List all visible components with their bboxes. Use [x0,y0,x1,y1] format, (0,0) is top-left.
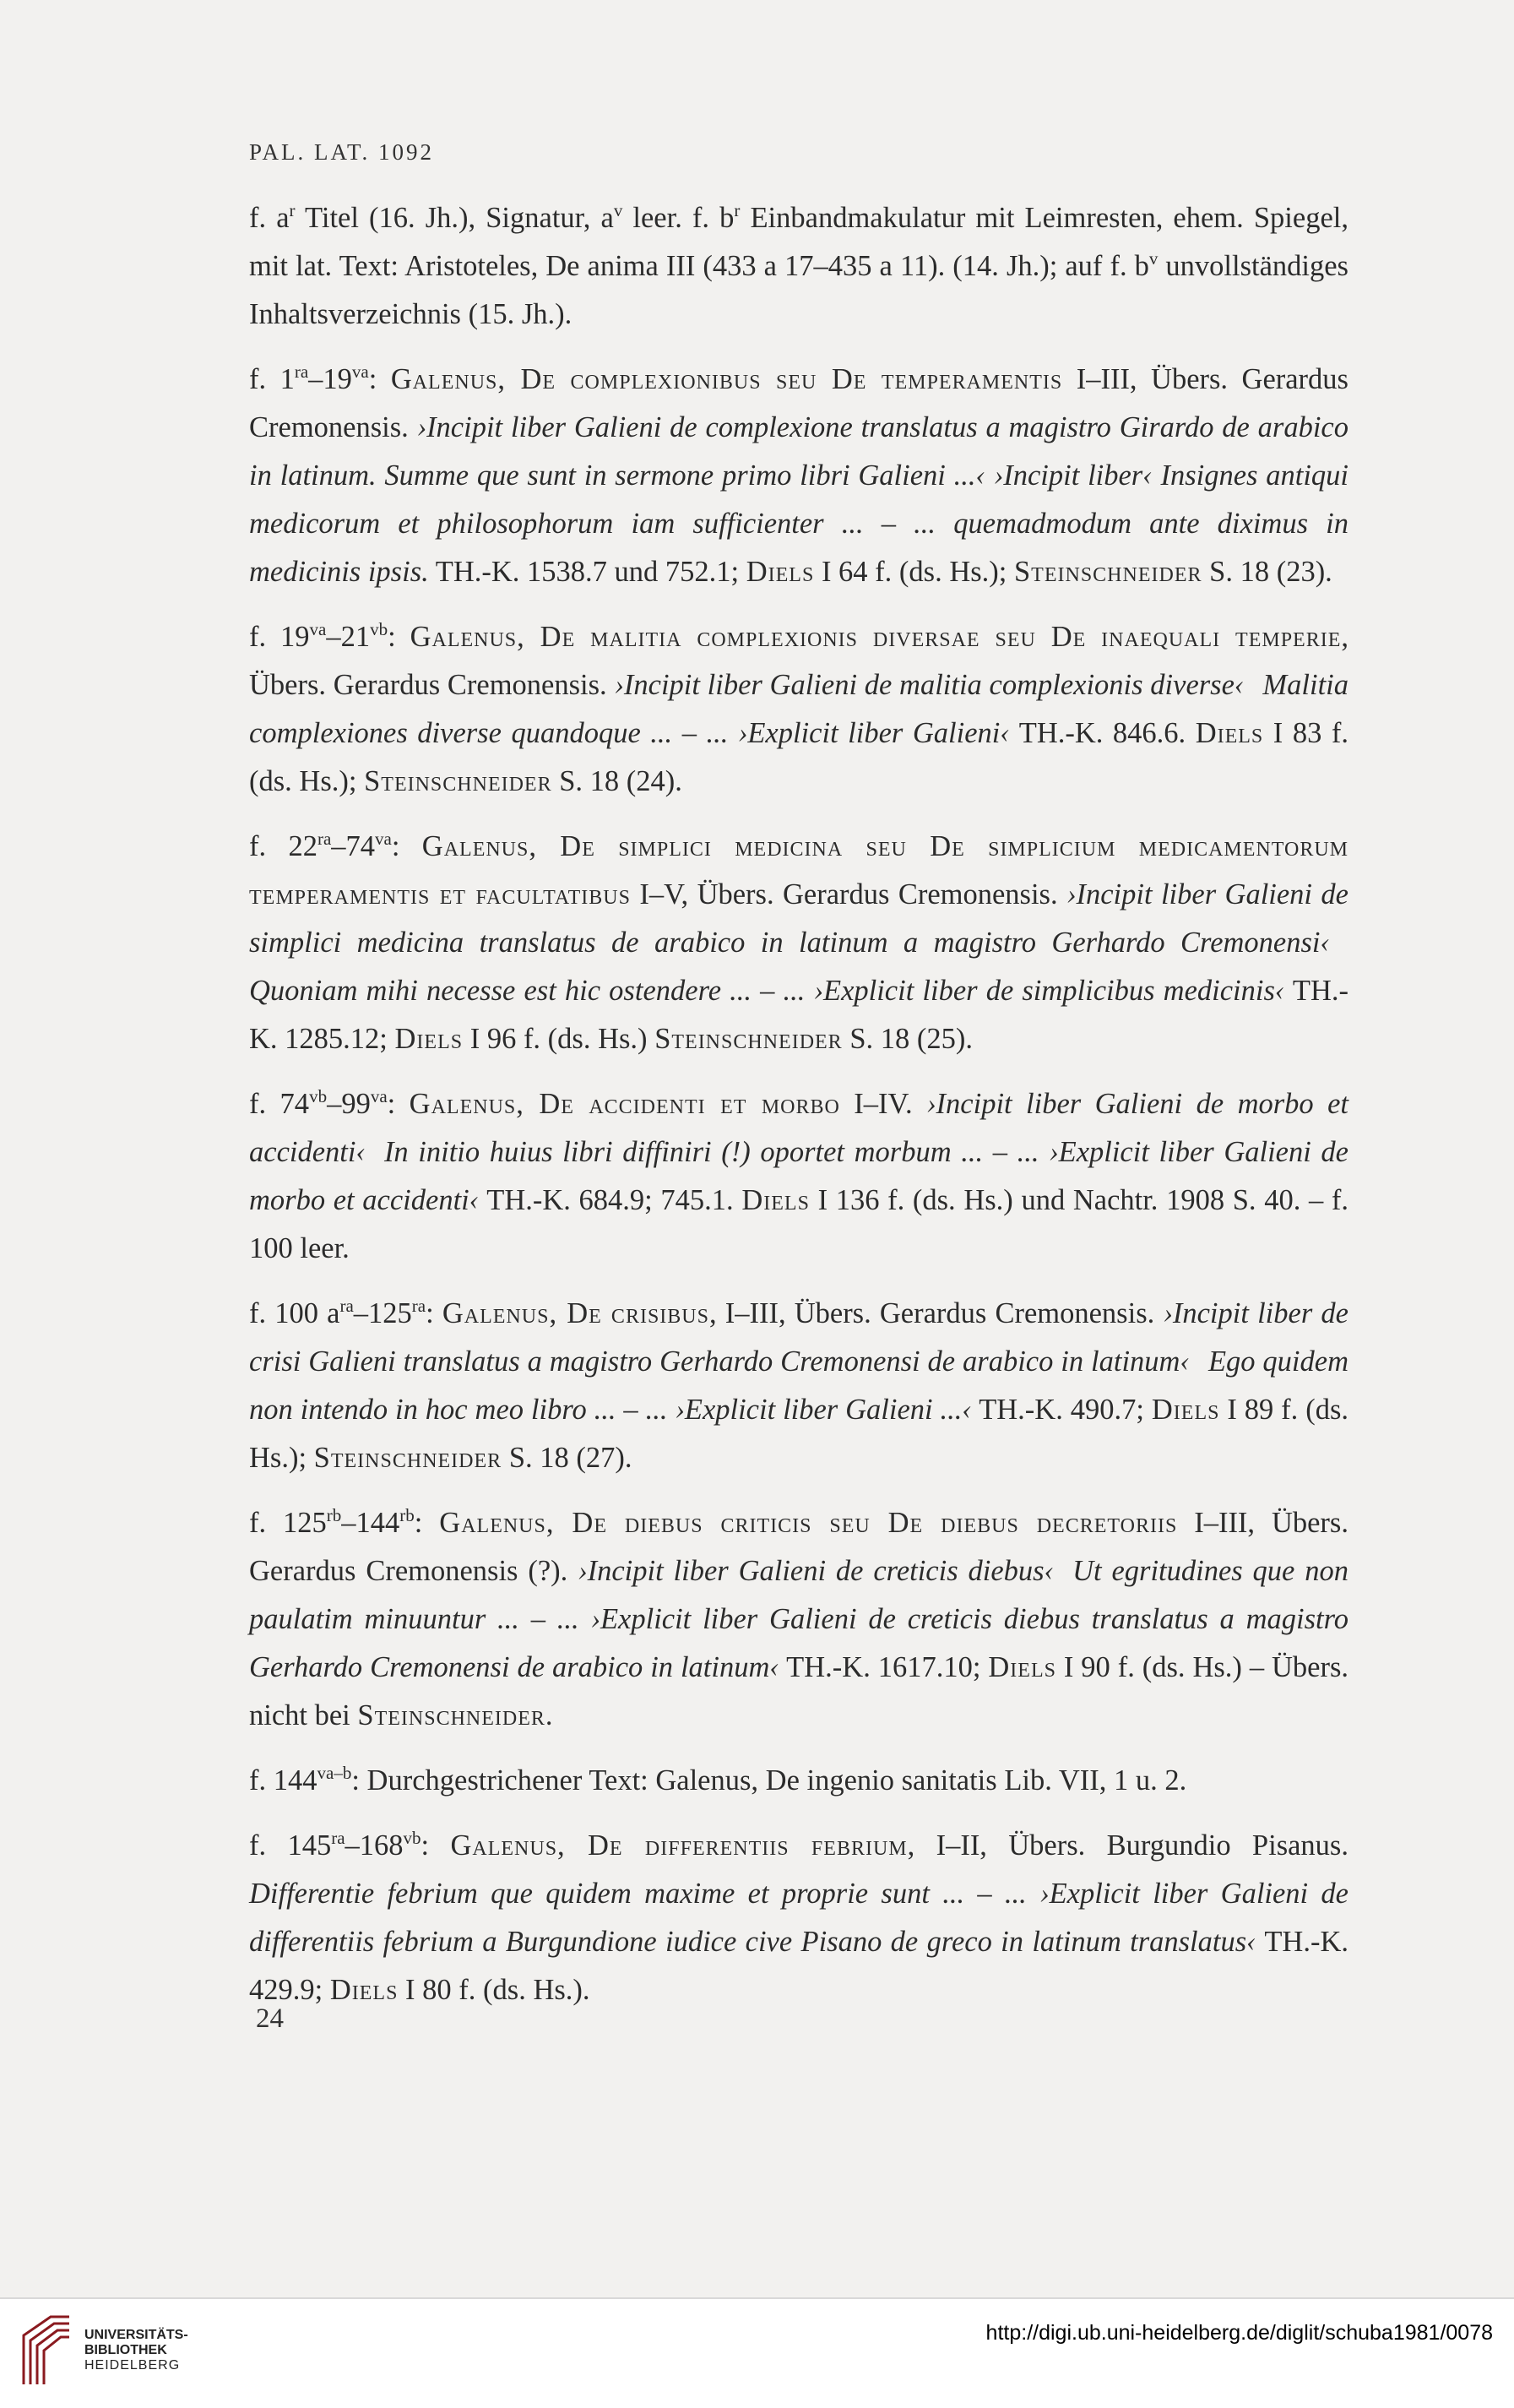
author-reference: Steinschneider [357,1699,545,1731]
entry-text: , I–II, Übers. Burgundio Pisanus. [907,1829,1348,1862]
folio-superscript: rb [326,1505,342,1525]
folio-reference: f. 100 a [249,1297,340,1329]
entry-de-ingenio-sanitatis [249,1757,1348,1805]
folio-superscript: ra [331,1828,345,1848]
incipit-text: Ego quidem non intendo in hoc meo libro ... – ... ›Explicit liber Galieni ...‹ [249,1345,1348,1426]
entry-text: I 83 f. (ds. Hs.); [249,717,1348,797]
entry-text: f. a [249,202,290,234]
folio-reference: –144 [341,1507,400,1539]
author-reference: Diels [329,1974,399,2006]
author-reference: Diels [394,1023,464,1055]
author-reference: Diels [1195,717,1264,749]
entry-text: unvollständiges Inhaltsverzeichnis (15. Jh.). [249,250,1348,330]
folio-reference: f. 125 [249,1507,327,1539]
author-reference: Steinschneider [364,765,552,797]
entry-colon: : [387,1088,410,1120]
entry-colon: : [426,1297,442,1329]
entry-de-simplici-medicina [249,823,1348,1063]
institution-line: HEIDELBERG [84,2358,181,2373]
work-title: Galenus, De complexionibus seu De temperamentis [390,363,1063,395]
folio-reference: –125 [353,1297,412,1329]
entry-text: TH.-K. 684.9; 745.1. [479,1184,742,1216]
entry-de-diebus-criticis [249,1499,1348,1740]
folio-reference: f. 1 [249,363,295,395]
author-reference: Diels [741,1184,810,1216]
incipit-text: In initio huius libri diffiniri (!) oportet morbum ... – ... ›Explicit liber Galieni de morbo et accidenti‹ [249,1136,1348,1216]
entry-text: . [545,1699,553,1731]
folio-reference: f. 19 [249,621,310,653]
entry-de-accidenti [249,1080,1348,1273]
entry-colon: : [351,1764,367,1796]
folio-superscript: ra [411,1296,426,1316]
author-reference: Diels [746,556,815,588]
entry-text: I–III, Übers. Gerardus Cremonensis. [249,363,1348,443]
incipit-text: Ut egritudines que non paulatim minuuntur ... – ... ›Explicit liber Galieni de creticis diebus translatus a magistro Gerhardo Cremonensi de arabico in latinum‹ [249,1555,1348,1683]
entry-colon: : [388,621,410,653]
folio-reference: –19 [308,363,352,395]
incipit-text: ›Incipit liber Galieni de creticis diebus‹ [578,1555,1055,1587]
entry-text: TH.-K. 429.9; [249,1926,1348,2006]
footer-bar [0,2297,1514,2408]
folio-superscript: va [309,619,327,639]
author-reference: Steinschneider [654,1023,843,1055]
entry-de-crisibus [249,1290,1348,1482]
entry-text: I 136 f. (ds. Hs.) und Nachtr. 1908 S. 40. – f. 100 leer. [249,1184,1349,1264]
incipit-text: Malitia complexiones diverse quandoque ... – ... ›Explicit liber Galieni‹ [249,669,1348,749]
entry-text: TH.-K. 1538.7 und 752.1; [428,556,746,588]
incipit-text: ›Incipit liber Galieni de simplici medicina translatus de arabico in latinum a magistro Gerhardo Cremonensi‹ [249,878,1348,959]
entry-text: S. 18 (23). [1202,556,1332,588]
entry-text: I–III, Übers. Gerardus Cremonensis (?). [249,1507,1348,1587]
entry-text: , Übers. Gerardus Cremonensis. [249,621,1348,701]
folio-superscript: v [1148,248,1159,269]
entry-text: Einbandmakulatur mit Leimresten, ehem. Spiegel, mit lat. Text: Aristoteles, De anima III (433 a 17–435 a 11). (14. Jh.); auf f. b [249,202,1348,282]
author-reference: Steinschneider [1014,556,1202,588]
folio-superscript: va [375,829,392,849]
library-logo-icon [17,2310,76,2390]
entry-text: I 64 f. (ds. Hs.); [814,556,1014,588]
work-title: Galenus, De differentiis febrium [450,1829,908,1862]
folio-superscript: ra [294,361,309,382]
work-title: Galenus, De crisibus [442,1297,709,1329]
author-reference: Diels [1151,1394,1220,1426]
folio-superscript: vb [403,1828,421,1848]
folio-superscript: r [289,200,296,220]
entry-colon: : [414,1507,440,1539]
folio-superscript: r [734,200,741,220]
entry-text: S. 18 (25). [842,1023,973,1055]
text-block [249,194,1348,2031]
work-title: Galenus, De simplici medicina seu De simplicium medicamentorum temperamentis et facultatibus [249,830,1349,910]
work-title: Galenus, De accidenti et morbo [409,1088,840,1120]
entry-de-differentiis-febrium [249,1822,1348,2014]
folio-superscript: vb [370,619,388,639]
institution-line: UNIVERSITÄTS- [84,2328,188,2342]
folio-reference: f. 74 [249,1088,310,1120]
incipit-text: Quoniam mihi necesse est hic ostendere ... – ... ›Explicit liber de simplicibus medicinis‹ [249,975,1285,1007]
entry-de-malitia [249,613,1348,806]
folio-superscript: v [613,200,623,220]
entry-text: I 90 f. (ds. Hs.) – Übers. nicht bei [249,1651,1349,1731]
institution-line: BIBLIOTHEK [84,2343,167,2357]
entry-colon: : [391,830,422,862]
entry-colon: : [421,1829,451,1862]
folio-reference: –168 [345,1829,404,1862]
folio-superscript: vb [309,1086,328,1106]
folio-superscript: ra [339,1296,354,1316]
entry-text: I–IV. [839,1088,927,1120]
entry-de-complexionibus [249,356,1348,596]
folio-superscript: va–b [317,1763,352,1783]
institution-name [84,2328,188,2373]
entry-text: S. 18 (24). [551,765,682,797]
incipit-text: Differentie febrium que quidem maxime et proprie sunt ... – ... ›Explicit liber Galieni de differentiis febrium a Burgundione iudice cive Pisano de greco in latinum translatus‹ [249,1878,1348,1958]
entry-text: I–V, Übers. Gerardus Cremonensis. [630,878,1067,910]
folio-reference: –74 [331,830,376,862]
running-head: PAL. LAT. 1092 [249,139,435,165]
footer-divider [0,2297,1514,2299]
entry-text: I 96 f. (ds. Hs.) [463,1023,655,1055]
entry-text: I 89 f. (ds. Hs.); [249,1394,1348,1474]
entry-text: TH.-K. 846.6. [1009,717,1196,749]
source-url[interactable]: http://digi.ub.uni-heidelberg.de/diglit/schuba1981/0078 [985,2321,1493,2345]
incipit-text: ›Incipit liber Galieni de morbo et accidenti‹ [249,1088,1348,1168]
work-title: Galenus, De malitia complexionis diversae seu De inaequali temperie [410,621,1342,653]
folio-superscript: ra [317,829,332,849]
incipit-text: ›Incipit liber Galieni de malitia complexionis diverse‹ [614,669,1245,701]
entry-flyleaves [249,194,1348,339]
folio-reference: f. 22 [249,830,317,862]
entry-text: Durchgestrichener Text: Galenus, De ingenio sanitatis Lib. VII, 1 u. 2. [366,1764,1187,1796]
entry-text: , I–III, Übers. Gerardus Cremonensis. [708,1297,1164,1329]
folio-reference: f. 145 [249,1829,332,1862]
folio-superscript: va [351,361,369,382]
folio-superscript: va [370,1086,388,1106]
entry-text: TH.-K. 1617.10; [779,1651,989,1683]
folio-reference: –99 [327,1088,371,1120]
entry-text: TH.-K. 1285.12; [249,975,1348,1055]
entry-text: TH.-K. 490.7; [971,1394,1152,1426]
folio-superscript: rb [399,1505,415,1525]
author-reference: Diels [988,1651,1056,1683]
entry-colon: : [368,363,391,395]
entry-text: S. 18 (27). [502,1442,632,1474]
folio-reference: f. 144 [249,1764,317,1796]
entry-text: Titel (16. Jh.), Signatur, a [295,202,614,234]
entry-text: I 80 f. (ds. Hs.). [398,1974,590,2006]
work-title: Galenus, De diebus criticis seu De diebus decretoriis [439,1507,1178,1539]
folio-reference: –21 [326,621,371,653]
incipit-text: ›Incipit liber Galieni de complexione translatus a magistro Girardo de arabico in latinum. Summe que sunt in sermone primo libri Galieni ...‹ ›Incipit liber‹ Insignes antiqui medicorum et philosophorum iam sufficienter ... – ... quemadmodum ante diximus in medicinis ipsis. [249,411,1348,588]
entry-text: leer. f. b [622,202,735,234]
page-number: 24 [256,2003,284,2034]
incipit-text: ›Incipit liber de crisi Galieni translatus a magistro Gerhardo Cremonensi de arabico in latinum‹ [249,1297,1348,1378]
author-reference: Steinschneider [313,1442,502,1474]
